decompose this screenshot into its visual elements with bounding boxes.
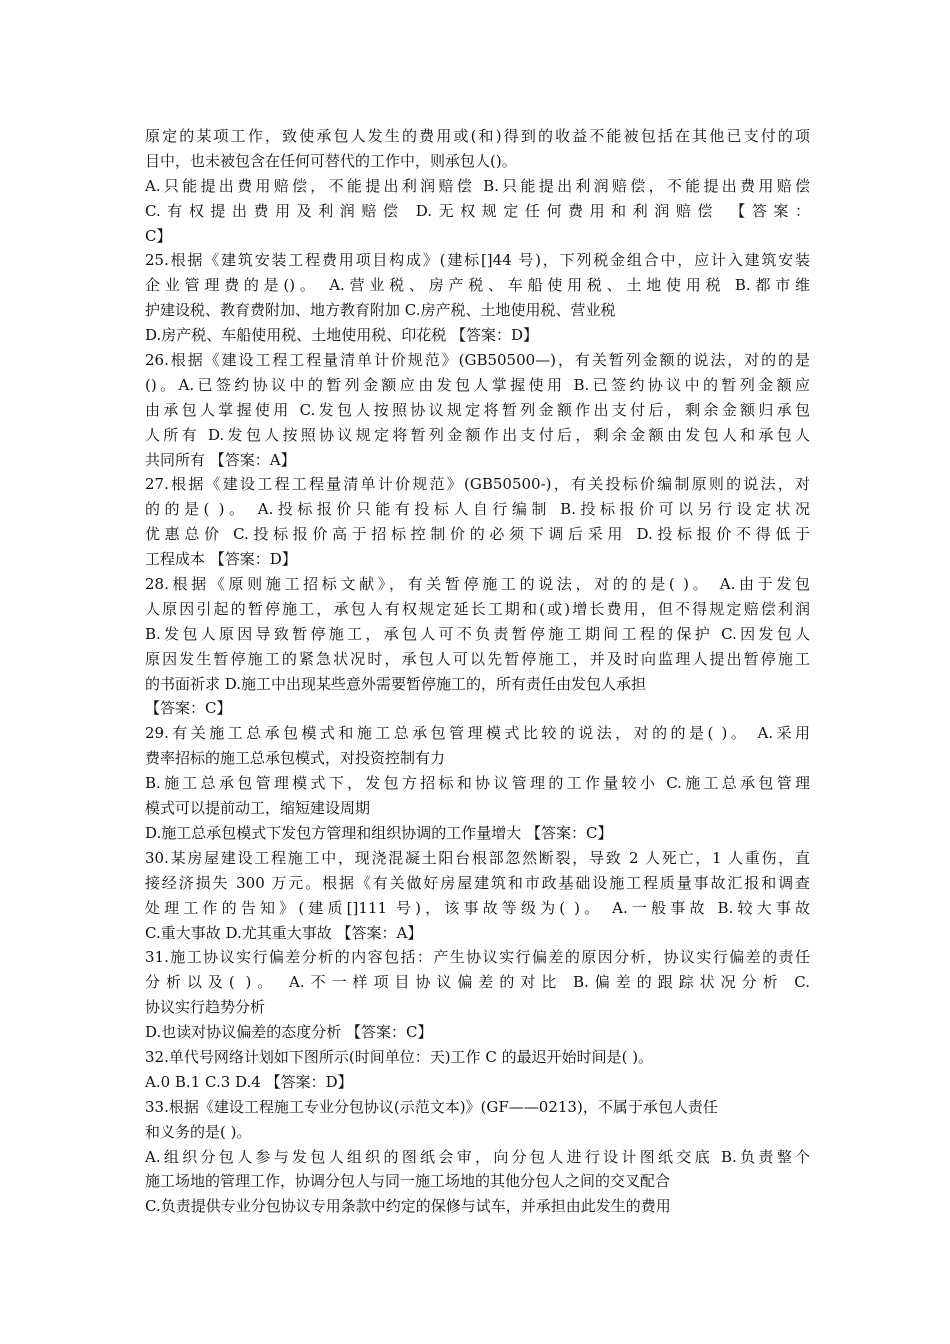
text-line: 26.根据《建设工程工程量清单计价规范》(GB50500—)，有关暂列金额的说法，对的的是 [145,351,810,370]
text-line: A.0 B.1 C.3 D.4 【答案：D】 [145,1072,353,1091]
text-line: 27.根据《建设工程工程量清单计价规范》(GB50500-)，有关投标价编制原则的说法，对 [145,475,810,494]
text-line: 模式可以提前动工，缩短建设周期 [145,799,371,818]
text-line: 25.根据《建筑安装工程费用项目构成》(建标[]44 号)，下列税金组合中，应计入建筑安装 [145,251,810,270]
text-line: 33.根据《建设工程施工专业分包协议(示范文本)》(GF——0213)，不属于承包人责任 [145,1097,718,1116]
text-line: 工程成本 【答案：D】 [145,550,297,569]
text-line: 协议实行趋势分析 [145,998,266,1017]
text-line: C】 [145,226,172,245]
text-line: 接经济损失 300 万元。根据《有关做好房屋建筑和市政基础设施工程质量事故汇报和调查 [145,873,810,892]
text-line: 护建设税、教育费附加、地方教育附加 C.房产税、土地使用税、营业税 [145,301,616,320]
text-line: 原因发生暂停施工的紧急状况时，承包人可以先暂停施工，并及时向监理人提出暂停施工 [145,649,810,668]
text-line: 企业管理费的是()。 A.营业税、房产税、车船使用税、土地使用税 B.都市维 [145,276,810,295]
text-line: D.也读对协议偏差的态度分析 【答案：C】 [145,1023,433,1042]
text-line: 优惠总价 C.投标报价高于招标控制价的必须下调后采用 D.投标报价不得低于 [145,525,810,544]
text-line: 30.某房屋建设工程施工中，现浇混凝土阳台根部忽然断裂，导致 2 人死亡，1 人重伤，直 [145,848,810,867]
text-line: B.发包人原因导致暂停施工，承包人可不负责暂停施工期间工程的保护 C.因发包人 [145,624,810,643]
text-line: D.房产税、车船使用税、土地使用税、印花税 【答案：D】 [145,326,539,345]
text-line: 和义务的是( )。 [145,1122,252,1141]
text-line: D.施工总承包模式下发包方管理和组织协调的工作量增大 【答案：C】 [145,823,613,842]
text-line: A.组织分包人参与发包人组织的图纸会审，向分包人进行设计图纸交底 B.负责整个 [145,1147,810,1166]
text-line: 人所有 D.发包人按照协议规定将暂列金额作出支付后，剩余金额由发包人和承包人 [145,425,810,444]
text-line: 29.有关施工总承包模式和施工总承包管理模式比较的说法，对的的是( )。 A.采用 [145,724,810,743]
text-line: 共同所有 【答案：A】 [145,450,296,469]
text-line: 的书面祈求 D.施工中出现某些意外需要暂停施工的，所有责任由发包人承担 [145,674,647,693]
text-line: 31.施工协议实行偏差分析的内容包括：产生协议实行偏差的原因分析，协议实行偏差的责任 [145,948,810,967]
document-body [145,124,810,1219]
text-line: A.只能提出费用赔偿，不能提出利润赔偿 B.只能提出利润赔偿，不能提出费用赔偿 [145,176,810,195]
text-line: 的的是( )。 A.投标报价只能有投标人自行编制 B.投标报价可以另行设定状况 [145,500,810,519]
text-line: 目中，也未被包含在任何可替代的工作中，则承包人()。 [145,151,517,170]
text-line: 施工场地的管理工作，协调分包人与同一施工场地的其他分包人之间的交叉配合 [145,1172,671,1191]
text-line: 【答案：C】 [145,699,232,718]
text-line: 32.单代号网络计划如下图所示(时间单位：天)工作 C 的最迟开始时间是( )。 [145,1047,654,1066]
text-line: C.重大事故 D.尤其重大事故 【答案：A】 [145,923,423,942]
text-line: 由承包人掌握使用 C.发包人按照协议规定将暂列金额作出支付后，剩余金额归承包 [145,400,810,419]
text-line: 分析以及( )。 A.不一样项目协议偏差的对比 B.偏差的跟踪状况分析 C. [145,973,810,992]
text-line: 费率招标的施工总承包模式，对投资控制有力 [145,749,446,768]
text-line: 人原因引起的暂停施工，承包人有权规定延长工期和(或)增长费用，但不得规定赔偿利润 [145,599,810,618]
text-line: B.施工总承包管理模式下，发包方招标和协议管理的工作量较小 C.施工总承包管理 [145,774,810,793]
text-line: C.有权提出费用及利润赔偿 D.无权规定任何费用和利润赔偿 【答案： [145,201,810,220]
text-line: 处理工作的告知》(建质[]111 号)，该事故等级为( )。 A.一般事故 B.较大事故 [145,898,810,917]
text-line: 28.根据《原则施工招标文献》，有关暂停施工的说法，对的的是( )。 A.由于发包 [145,575,810,594]
text-line: ()。A.已签约协议中的暂列金额应由发包人掌握使用 B.已签约协议中的暂列金额应 [145,375,810,394]
text-line: 原定的某项工作，致使承包人发生的费用或(和)得到的收益不能被包括在其他已支付的项 [145,127,810,145]
text-line: C.负责提供专业分包协议专用条款中约定的保修与试车，并承担由此发生的费用 [145,1197,671,1216]
